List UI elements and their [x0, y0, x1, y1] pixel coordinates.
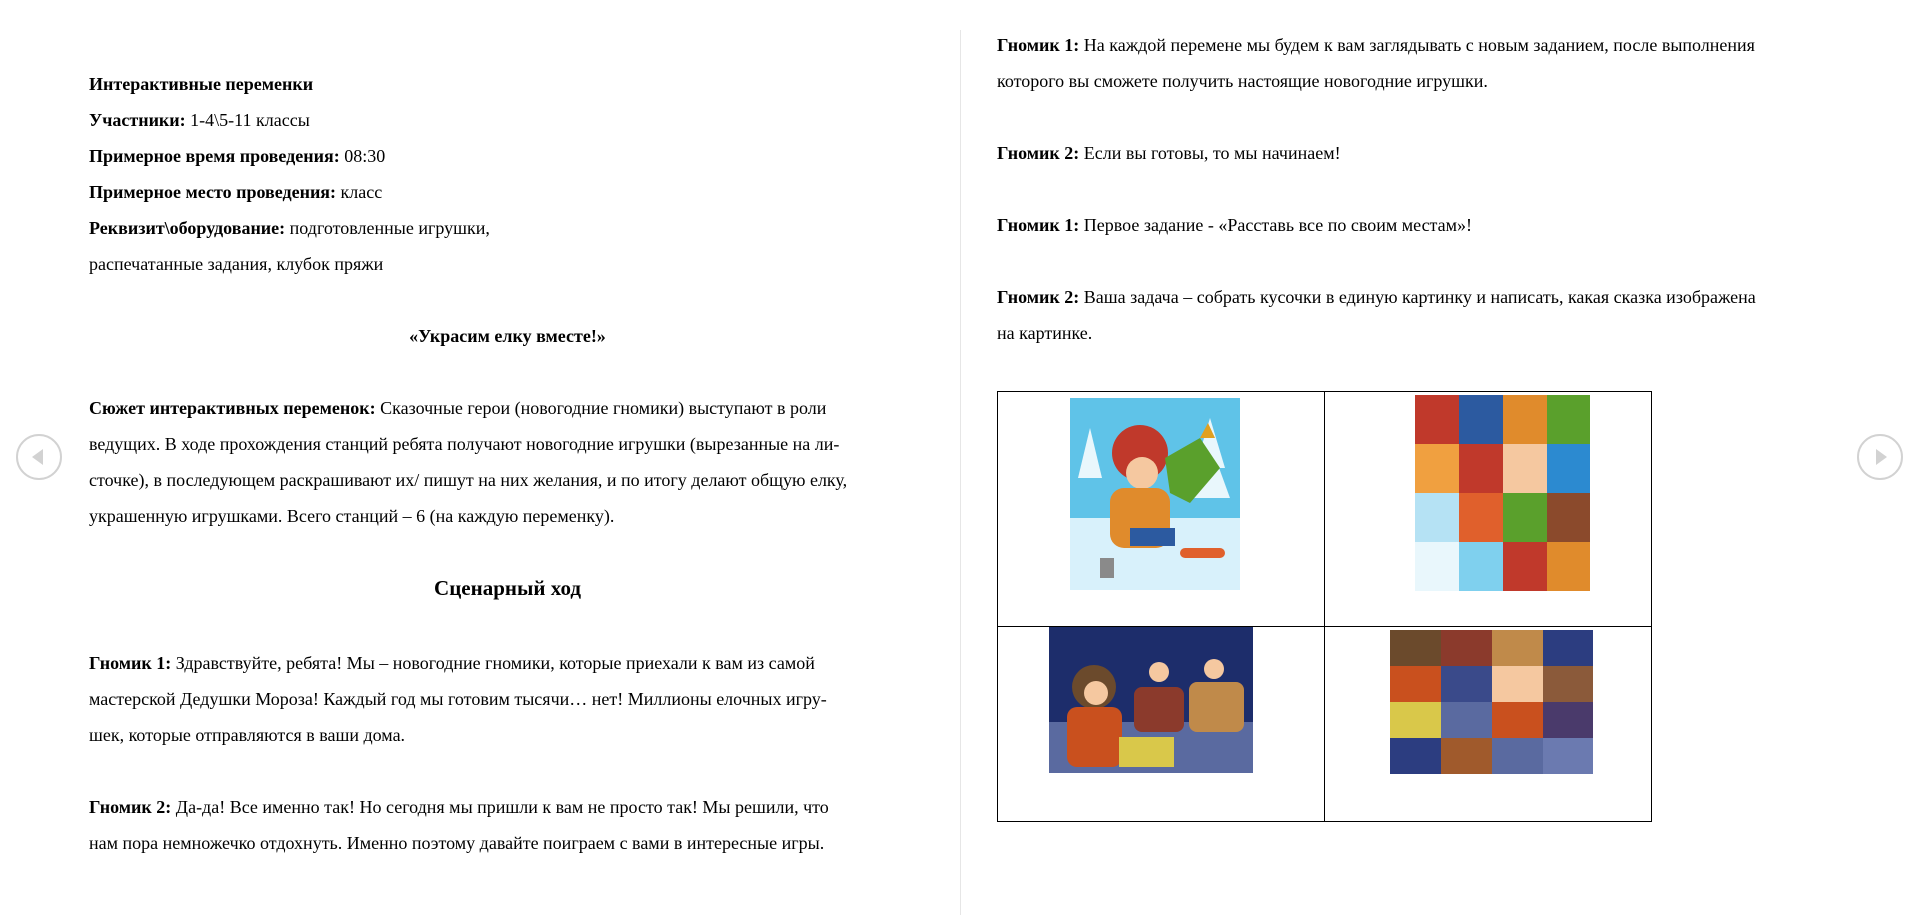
- time-line: Примерное время проведения: 08:30: [89, 146, 386, 166]
- props-line-2: распечатанные задания, клубок пряжи: [89, 254, 384, 274]
- gnome1-line-2: мастерской Дедушки Мороза! Каждый год мы готовим тысячи… нет! Миллионы елочных игру-: [89, 689, 827, 709]
- plot-line-1: Сюжет интерактивных переменок: Сказочные герои (новогодние гномики) выступают в роли: [89, 398, 827, 418]
- event-title: «Украсим елку вместе!»: [409, 326, 606, 346]
- fairy-tale-puzzle-winter: [1415, 395, 1590, 591]
- right-gnome1-task: Гномик 1: Первое задание - «Расставь все по своим местам»!: [997, 215, 1473, 235]
- plot-line-3: сточке), в последующем раскрашивают их/ пишут на них желания, и по итогу делают общую елку,: [89, 470, 848, 490]
- plot-line-2: ведущих. В ходе прохождения станций ребята получают новогодние игрушки (вырезанные на ли-: [89, 434, 840, 454]
- right-gnome2-task-2: на картинке.: [997, 323, 1093, 343]
- plot-line-4: украшенную игрушками. Всего станций – 6 (на каждую переменку).: [89, 506, 615, 526]
- gnome2-line-2: нам пора немножечко отдохнуть. Именно поэтому давайте поиграем с вами в интересные игры.: [89, 833, 825, 853]
- puzzle-cell-2: [1325, 392, 1652, 627]
- fairy-tale-image-night: [1049, 627, 1253, 773]
- fairy-tale-puzzle-night: [1390, 630, 1593, 774]
- right-gnome2-task-1: Гномик 2: Ваша задача – собрать кусочки в единую картинку и написать, какая сказка изображена: [997, 287, 1756, 307]
- puzzle-cell-4: [1325, 627, 1652, 822]
- page-divider: [960, 30, 961, 915]
- chevron-right-icon: [1859, 436, 1901, 478]
- puzzle-cell-3: [998, 627, 1325, 822]
- next-page-button[interactable]: [1857, 434, 1903, 480]
- right-gnome1-line-1: Гномик 1: На каждой перемене мы будем к вам заглядывать с новым заданием, после выполнения: [997, 35, 1755, 55]
- right-gnome2-line-1: Гномик 2: Если вы готовы, то мы начинаем!: [997, 143, 1341, 163]
- props-line: Реквизит\оборудование: подготовленные игрушки,: [89, 218, 490, 238]
- gnome1-line-1: Гномик 1: Здравствуйте, ребята! Мы – новогодние гномики, которые приехали к вам из самой: [89, 653, 815, 673]
- puzzle-cell-1: [998, 392, 1325, 627]
- participants-line: Участники: 1-4\5-11 классы: [89, 110, 310, 130]
- right-gnome1-line-2: которого вы сможете получить настоящие новогодние игрушки.: [997, 71, 1488, 91]
- doc-title: Интерактивные переменки: [89, 74, 314, 94]
- chevron-left-icon: [18, 436, 60, 478]
- prev-page-button[interactable]: [16, 434, 62, 480]
- fairy-tale-image-winter: [1070, 398, 1240, 590]
- scenario-title: Сценарный ход: [434, 576, 581, 600]
- gnome2-line-1: Гномик 2: Да-да! Все именно так! Но сегодня мы пришли к вам не просто так! Мы решили, что: [89, 797, 829, 817]
- gnome1-line-3: шек, которые отправляются в ваши дома.: [89, 725, 406, 745]
- place-line: Примерное место проведения: класс: [89, 182, 383, 202]
- puzzle-table: [997, 391, 1652, 822]
